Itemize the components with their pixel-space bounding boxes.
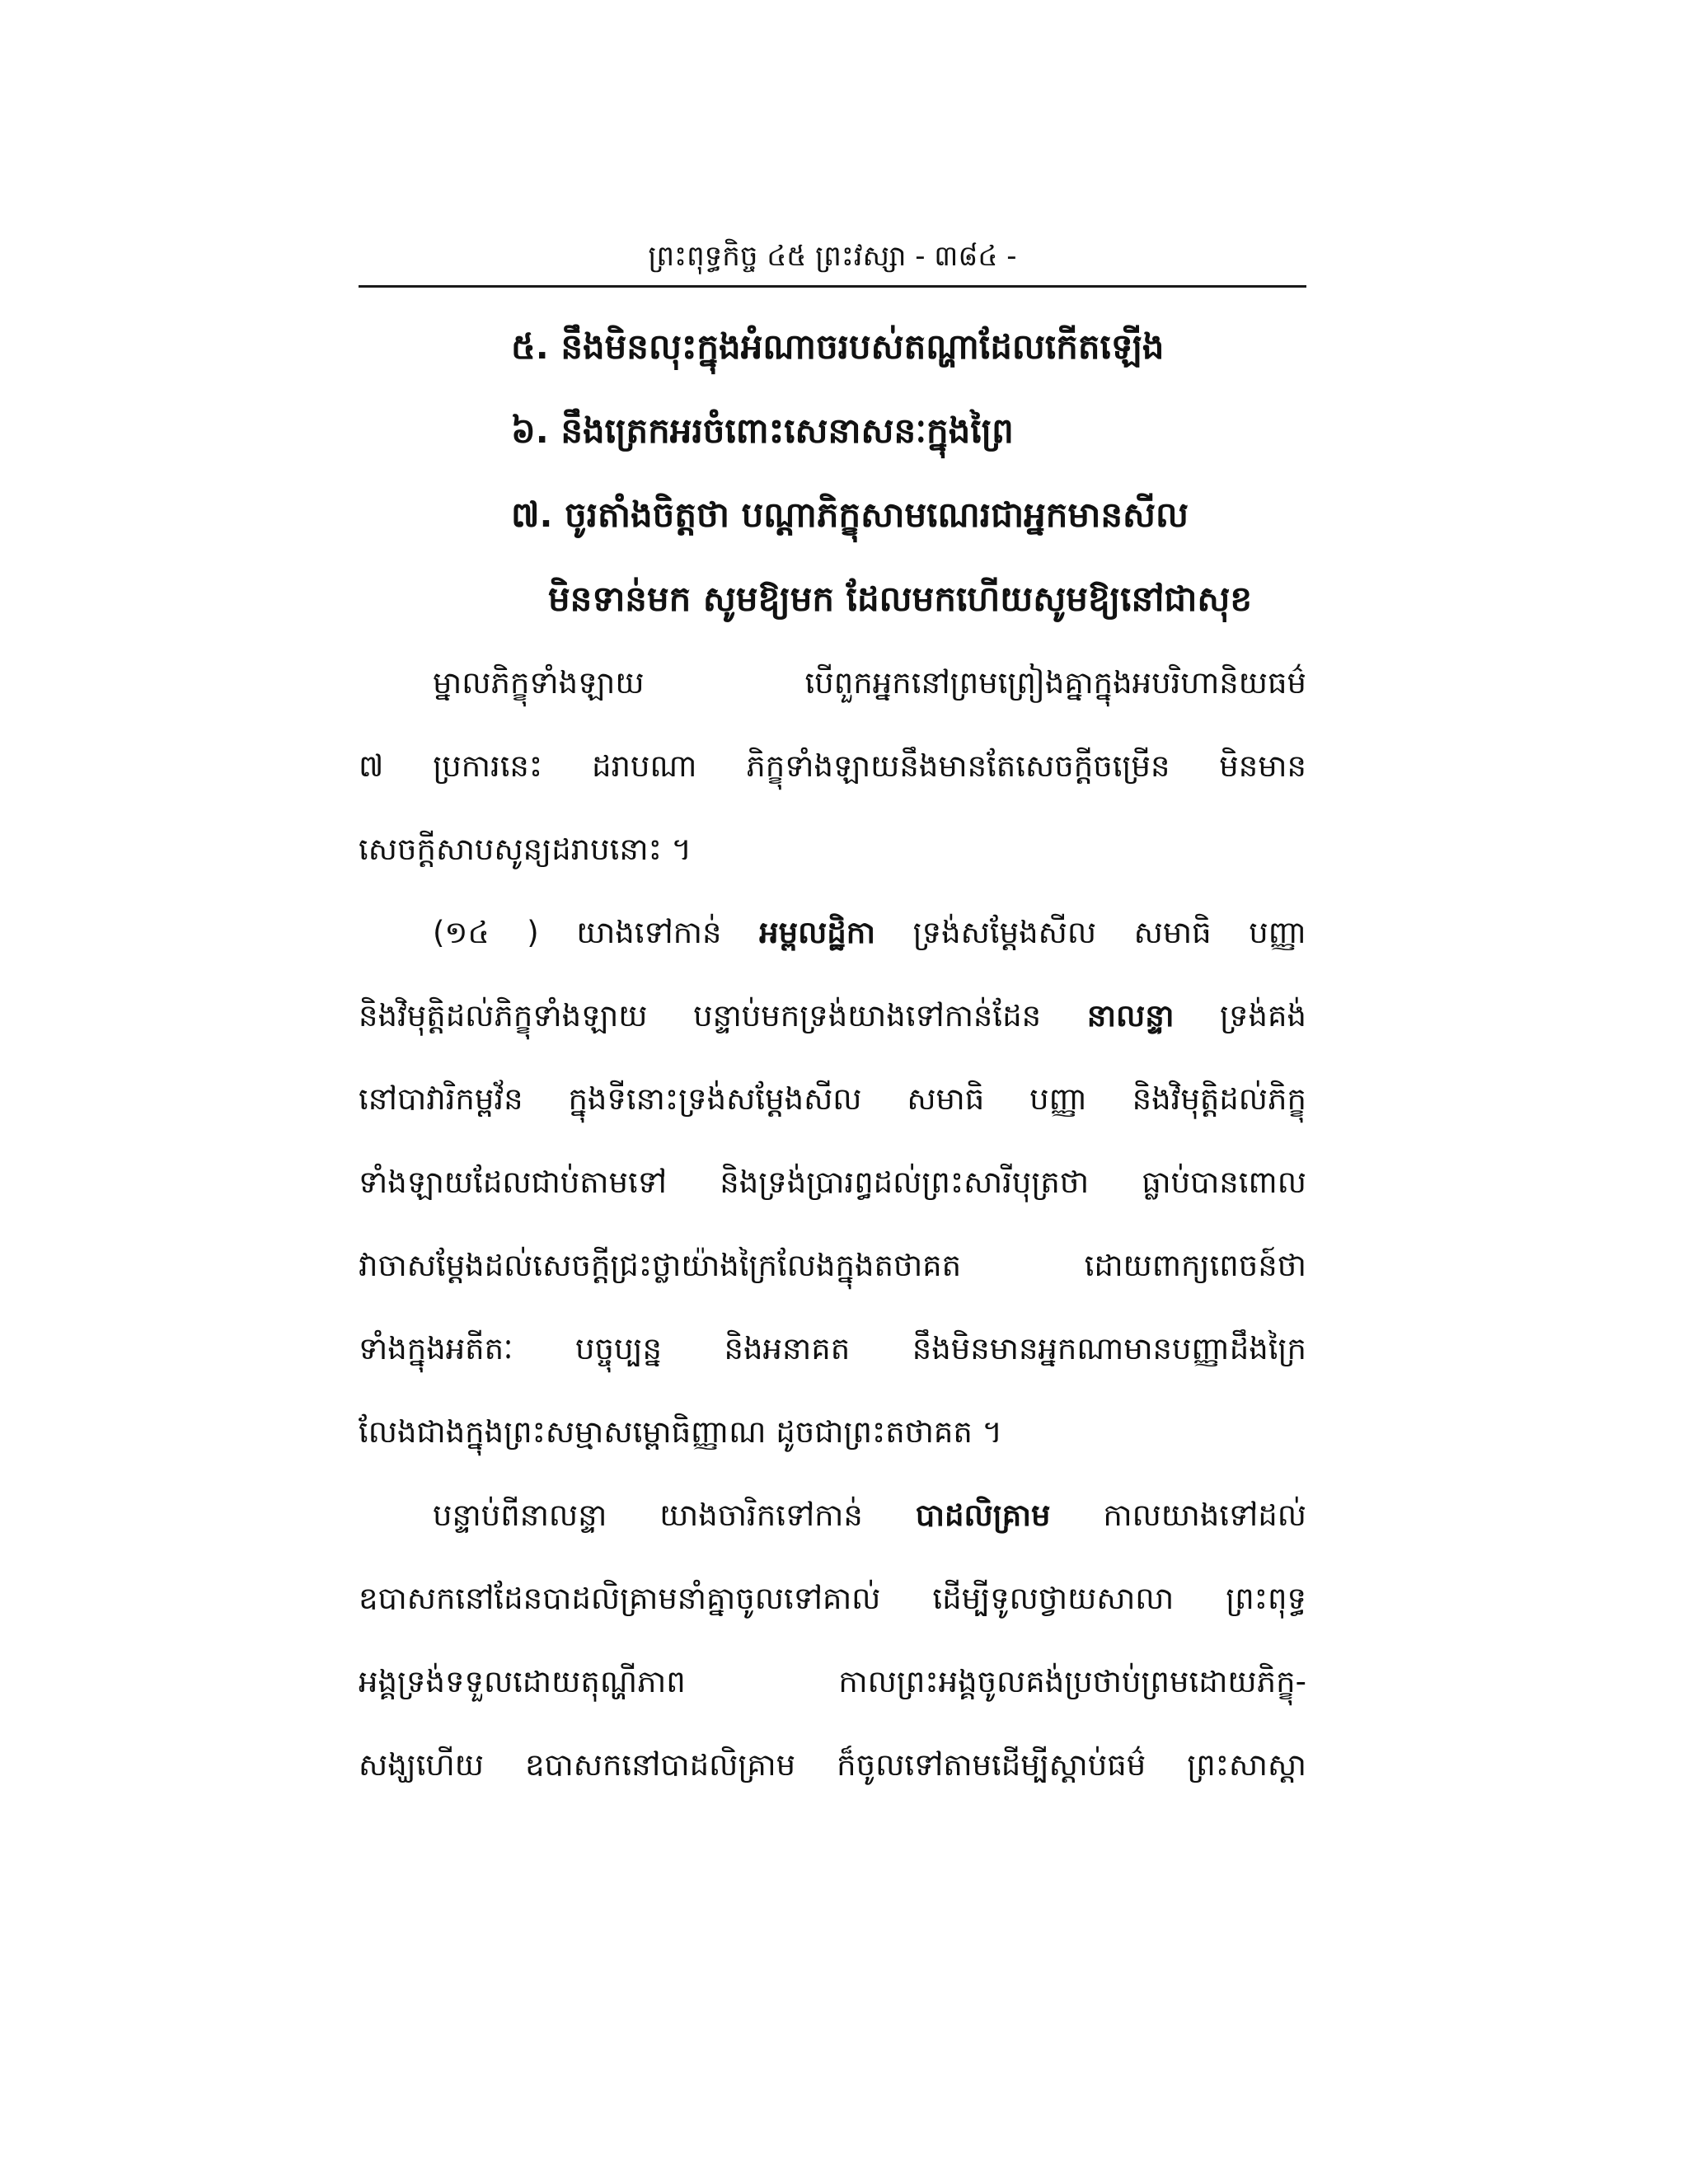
place-name-ambalatthika: អម្ពលដ្ឋិកា (759, 915, 876, 950)
text-run: និងវិមុត្តិដល់ភិក្ខុទាំងឡាយ បន្ទាប់មកទ្រង់យាងទៅកាន់ដែន (359, 998, 1087, 1033)
paragraph-line (359, 974, 1306, 1057)
list-item-7-continuation: មិនទាន់មក សូមឱ្យមក ដែលមកហើយសូមឱ្យនៅជាសុខ (548, 579, 1253, 619)
paragraph-line: សេចក្តីសាបសូន្យដរាបនោះ ។ (359, 832, 692, 867)
paragraph-line: ម្នាលភិក្ខុទាំងឡាយ បើពួកអ្នកនៅព្រមព្រៀងគ្នាក្នុងអបរិហានិយធម៌ (433, 665, 1306, 701)
running-header: ព្រះពុទ្ធកិច្ច ៤៥ ព្រះវស្សា - ៣៨៤ - (648, 240, 1017, 273)
list-item-5: ៥. នឹងមិនលុះក្នុងអំណាចរបស់តណ្ហាដែលកើតឡើង (511, 326, 1165, 367)
paragraph-line (359, 1474, 1306, 1557)
text-run: (១៤ ) យាងទៅកាន់ (433, 915, 760, 950)
place-name-pataligama: បាដលិគ្រាម (915, 1497, 1051, 1533)
text-run: កាលយាងទៅដល់ (1050, 1497, 1306, 1533)
paragraph-1 (359, 641, 1306, 891)
list-item-6: ៦. នឹងត្រេកអរចំពោះសេនាសនៈក្នុងព្រៃ (511, 410, 1014, 451)
paragraph-line: ទាំងក្នុងអតីតៈ បច្ចុប្បន្ន និងអនាគត នឹងមិនមានអ្នកណាមានបញ្ញាដឹងក្រៃ (359, 1331, 1306, 1366)
text-run: ទ្រង់គង់ (1174, 998, 1306, 1033)
text-run: បន្ទាប់ពីនាលន្ទា យាងចារិកទៅកាន់ (433, 1497, 916, 1533)
paragraph-3 (359, 1474, 1306, 1807)
paragraph-line: ៧ ប្រការនេះ ដរាបណា ភិក្ខុទាំងឡាយនឹងមានតែសេចក្តីចម្រើន មិនមាន (359, 748, 1306, 784)
text-run: ទ្រង់សម្តែងសីល សមាធិ បញ្ញា (875, 915, 1306, 950)
paragraph-2 (359, 891, 1306, 1474)
paragraph-line: ទាំងឡាយដែលជាប់តាមទៅ និងទ្រង់ប្រារព្ធដល់ព្រះសារីបុត្រថា ធ្លាប់បានពោល (359, 1165, 1306, 1200)
body-text (359, 305, 1306, 1807)
paragraph-line: លែងជាងក្នុងព្រះសម្មាសម្ពោធិញ្ញាណ ដូចជាព្រះតថាគត ។ (359, 1414, 1003, 1450)
header-rule (359, 285, 1306, 288)
place-name-nalanda: នាលន្ទា (1086, 998, 1175, 1033)
paragraph-line: សង្ឃហើយ ឧបាសកនៅបាដលិគ្រាម ក៏ចូលទៅតាមដើម្បីស្តាប់ធម៌ ព្រះសាស្តា (359, 1747, 1306, 1783)
paragraph-line: អង្គទ្រង់ទទួលដោយតុណ្ហីភាព កាលព្រះអង្គចូលគង់ប្រថាប់ព្រមដោយភិក្ខុ- (359, 1664, 1306, 1699)
list-item-7: ៧. ចូរតាំងចិត្តថា បណ្តាភិក្ខុសាមណេរជាអ្នកមានសីល (511, 494, 1189, 535)
paragraph-line: ឧបាសកនៅដែនបាដលិគ្រាមនាំគ្នាចូលទៅគាល់ ដើម្បីទូលថ្វាយសាលា ព្រះពុទ្ធ (359, 1581, 1306, 1616)
paragraph-line: វាចាសម្តែងដល់សេចក្តីជ្រះថ្លាយ៉ាងក្រៃលែងក្នុងតថាគត ដោយពាក្យពេចន៍ថា (359, 1248, 1306, 1283)
paragraph-line (359, 891, 1306, 974)
paragraph-line: នៅបាវារិកម្ពវ័ន ក្នុងទីនោះទ្រង់សម្តែងសីល សមាធិ បញ្ញា និងវិមុត្តិដល់ភិក្ខុ (359, 1081, 1306, 1117)
